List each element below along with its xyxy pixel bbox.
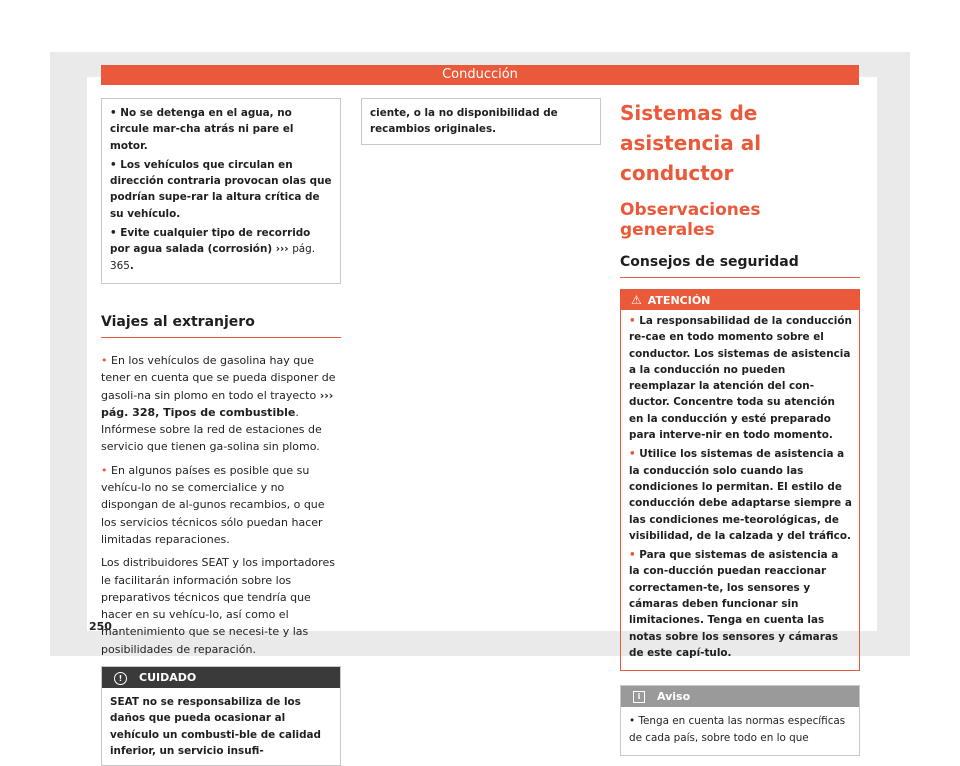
- page-reference-link[interactable]: pág. 365: [110, 243, 316, 272]
- note-body: [621, 707, 859, 755]
- caution-box: [101, 666, 341, 766]
- section-header: Conducción: [101, 65, 859, 85]
- info-circle-icon: !: [114, 672, 127, 685]
- caution-continued-box: ciente, o la no disponibilidad de recambios originales.: [361, 98, 601, 145]
- page-number: 250: [89, 620, 112, 633]
- caution-text: SEAT no se responsabiliza de los daños que pueda ocasionar al vehículo un combusti-ble de calidad inferior, un servicio insufi-: [110, 696, 321, 757]
- list-item: • Tenga en cuenta las normas específicas de cada país, sobre todo en lo que: [629, 715, 846, 744]
- warning-body: [621, 310, 859, 670]
- list-item: • Evite cualquier tipo de recorrido por agua salada (corrosión) ››› pág. 365.: [110, 227, 316, 272]
- warning-header: ⚠ ATENCIÓN: [621, 290, 859, 310]
- column-1: [101, 98, 341, 766]
- list-item: • Los vehículos que circulan en dirección contraria provocan olas que podrían supe-rar la altura crítica de su vehículo.: [110, 158, 332, 220]
- section-title: Viajes al extranjero: [101, 314, 341, 338]
- info-icon: i: [633, 691, 645, 703]
- paragraph: • En algunos países es posible que su vehícu-lo no se comercialice y no dispongan de al-gunos recambios, o que los servicios técnicos sólo puedan hacer limitadas reparaciones.: [101, 463, 325, 546]
- list-item: • No se detenga en el agua, no circule mar-cha atrás ni pare el motor.: [110, 107, 294, 152]
- warning-box: [620, 289, 860, 671]
- continued-note-box: [101, 98, 341, 284]
- caution-header: ! CUIDADO: [102, 667, 340, 688]
- list-item: • Utilice los sistemas de asistencia a la conducción solo cuando las condiciones lo permitan. El estilo de conducción debe adaptarse siempre a las condiciones me-teorológicas, de visibilidad, de la calzada y del tráfico.: [629, 448, 852, 542]
- note-header: i Aviso: [621, 686, 859, 707]
- list-item: • Para que sistemas de asistencia a la con-ducción puedan reaccionar correctamen-te, los sensores y cámaras deben funcionar sin limitaciones. Tenga en cuenta las notas sobre los sensores y cámaras de este capí-tulo.: [629, 549, 839, 659]
- list-item: • La responsabilidad de la conducción re-cae en todo momento sobre el conductor. Los sistemas de asistencia a la conducción no pueden reemplazar la atención del con-ductor. Concentre toda su atención en la conducción y esté preparado para interve-nir en todo momento.: [629, 315, 852, 442]
- page-reference-link[interactable]: ››› pág. 328, Tipos de combustible: [101, 388, 334, 419]
- column-3: [620, 98, 860, 756]
- paragraph: • En los vehículos de gasolina hay que tener en cuenta que se pueda disponer de gasoli-na sin plomo en todo el trayecto ››› pág. 328, Tipos de combustible. Infórmese sobre la red de estaciones de servicio que tienen ga-solina sin plomo.: [101, 353, 336, 454]
- chapter-title: Sistemas de asistencia al conductor: [620, 101, 762, 185]
- column-2: [361, 98, 601, 145]
- subsection-title: Consejos de seguridad: [620, 254, 860, 278]
- warning-triangle-icon: ⚠: [631, 293, 642, 307]
- note-box: [620, 685, 860, 756]
- section-subtitle: Observaciones generales: [620, 200, 761, 240]
- section-body: [101, 352, 341, 658]
- paragraph: Los distribuidores SEAT y los importadores le facilitarán información sobre los preparativos técnicos que tendría que hacer en su vehícu-lo, así como el mantenimiento que se necesi-te y las posibilidades de reparación.: [101, 556, 335, 656]
